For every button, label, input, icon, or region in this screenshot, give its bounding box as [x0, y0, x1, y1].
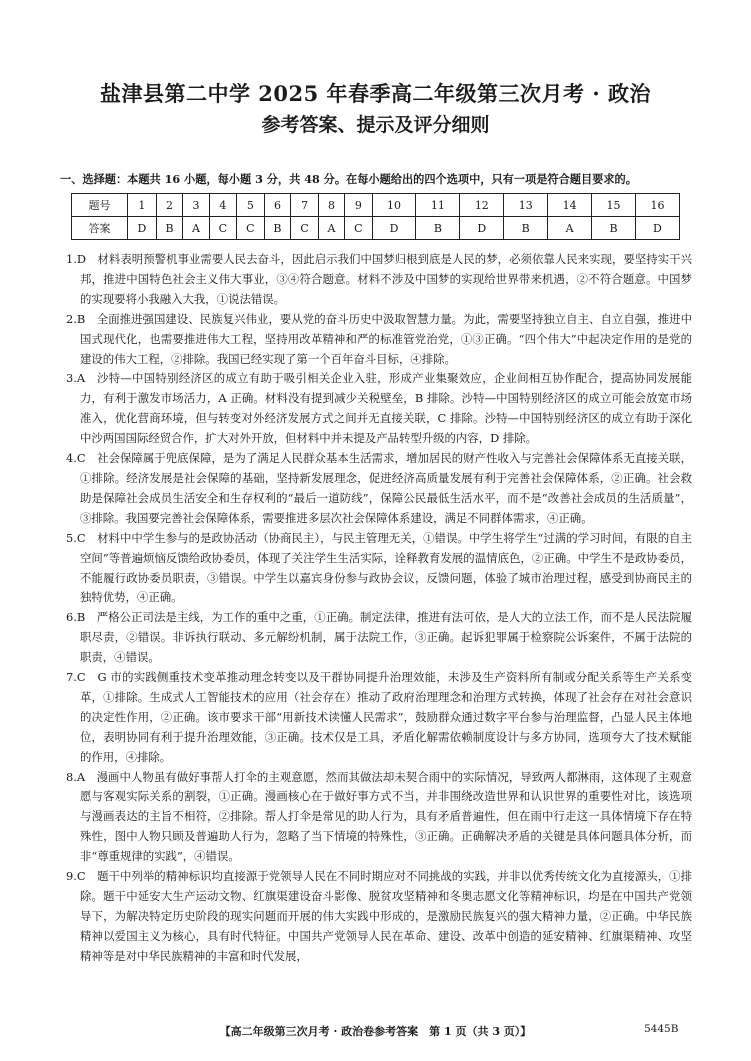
row-label-number: 题号 — [72, 194, 128, 217]
question-number-cell: 5 — [237, 194, 265, 217]
answer-cell: A — [318, 217, 344, 240]
question-number-cell: 4 — [209, 194, 237, 217]
question-number-cell: 7 — [291, 194, 319, 217]
question-number-cell: 13 — [504, 194, 548, 217]
question-number-cell: 2 — [156, 194, 183, 217]
question-number-cell: 12 — [460, 194, 504, 217]
answer-cell: C — [209, 217, 237, 240]
answer-cell: D — [372, 217, 416, 240]
answer-row — [72, 217, 680, 240]
section-heading: 一、选择题：本题共 16 小题，每小题 3 分，共 48 分。在每小题给出的四个选项中，只有一项是符合题目要求的。 — [60, 172, 637, 186]
paper-code: 5445B — [644, 1023, 679, 1035]
explanation-item: 1.D 材料表明预警机事业需要人民去奋斗，因此启示我们中国梦归根到底是人民的梦，必须依靠人民来实现，要坚持实干兴邦，推进中国特色社会主义伟大事业，③④符合题意。材料不涉及中国梦的实现给世界带来机遇，②不符合题意。中国梦的实现要将小我融入大我，①说法错误。 — [66, 252, 692, 306]
page-title: 盐津县第二中学 2025 年春季高二年级第三次月考 · 政治 — [99, 81, 651, 106]
answer-cell: C — [237, 217, 265, 240]
answer-cell: B — [592, 217, 636, 240]
answer-cell: A — [548, 217, 592, 240]
explanation-list — [66, 250, 692, 967]
explanation-item: 6.B 严格公正司法是主线，为工作的重中之重，①正确。制定法律，推进有法可依，是人大的立法工作，而不是人民法院履职尽责，②错误。非诉执行联动、多元解纷机制，属于法院工作，③正确。起诉犯罪属于检察院公诉案件，不属于法院的职责，④错误。 — [66, 610, 692, 665]
question-number-cell: 6 — [264, 194, 291, 217]
question-number-cell: 1 — [128, 194, 157, 217]
answer-cell: C — [345, 217, 373, 240]
explanation-item: 2.B 全面推进强国建设、民族复兴伟业，要从党的奋斗历史中汲取智慧力量。为此，需要坚持独立自主、自立自强，推进中国式现代化，也需要推进伟大工程，坚持用改革精神和严的标准管党治党，①③正确。“四个伟大”中起决定作用的是党的建设的伟大工程，②排除。我国已经实现了第一个百年奋斗目标，④排除。 — [66, 311, 692, 366]
explanation-item: 9.C 题干中列举的精神标识均直接源于党领导人民在不同时期应对不同挑战的实践，并非以优秀传统文化为直接源头，①排除。题干中延安大生产运动文物、红旗渠建设奋斗影像、脱贫攻坚精神和冬奥志愿文化等精神标识，均是在中国共产党领导下，为解决特定历史阶段的现实问题而开展的伟大实践中形成的，是激励民族复兴的强大精神力量，②正确。中华民族精神以爱国主义为核心，具有时代特征。中国共产党领导人民在革命、建设、改革中创造的延安精神、红旗渠精神、攻坚精神等是对中华民族精神的丰富和时代发展， — [66, 869, 692, 963]
explanation-item: 8.A 漫画中人物虽有做好事帮人打伞的主观意愿，然而其做法却未契合雨中的实际情况，导致两人都淋雨，这体现了主观意愿与客观实际关系的割裂，①正确。漫画核心在于做好事方式不当，并非围绕改造世界和认识世界的重要性对比，该选项与漫画表达的主旨不相符，②排除。帮人打伞是常见的助人行为，具有矛盾普遍性，但在雨中行走这一具体情境下存在特殊性，图中人物只顾及普遍助人行为，忽略了当下情境的特殊性，③正确。正确解决矛盾的关键是具体问题具体分析，而非“尊重规律的实践”，④错误。 — [66, 769, 692, 864]
answer-cell: B — [264, 217, 291, 240]
question-number-cell: 3 — [183, 194, 209, 217]
answer-cell: D — [128, 217, 157, 240]
explanation-item: 4.C 社会保障属于兜底保障，是为了满足人民群众基本生活需求，增加居民的财产性收入与完善社会保障体系无直接关联，①排除。经济发展是社会保障的基础，坚持新发展理念，促进经济高质量发展有利于完善社会保障体系，②正确。社会救助是保障社会成员生活安全和生存权利的“最后一道防线”，保障公民最低生活水平，而不是“改善社会成员的生活质量”，③排除。我国要完善社会保障体系，需要推进多层次社会保障体系建设，满足不同群体需求，④正确。 — [66, 451, 692, 525]
answer-cell: D — [460, 217, 504, 240]
answer-cell: B — [156, 217, 183, 240]
page-subtitle: 参考答案、提示及评分细则 — [261, 114, 490, 136]
explanation-item: 7.C G 市的实践侧重技术变革推动理念转变以及干群协同提升治理效能，未涉及生产资料所有制或分配关系等生产关系变革，①排除。生成式人工智能技术的应用（社会存在）推动了政府治理理念和治理方式转换，体现了社会存在对社会意识的决定性作用，②正确。该市要求干部“用新技术读懂人民需求”，鼓励群众通过数字平台参与治理监督，凸显人民主体地位，表明协同有利于提升治理效能，③正确。技术仅是工具，矛盾化解需依赖制度设计与多方协同，选项夸大了技术赋能的作用，④排除。 — [66, 670, 692, 764]
answer-cell: B — [504, 217, 548, 240]
answer-table — [71, 193, 680, 240]
question-number-cell: 15 — [592, 194, 636, 217]
explanation-item: 3.A 沙特—中国特别经济区的成立有助于吸引相关企业入驻，形成产业集聚效应，企业间相互协作配合，提高协同发展能力，有利于激发市场活力，A 正确。材料没有提到减少关税壁垒，B 排除。沙特—中国特别经济区的成立可能会放宽市场准入，优化营商环境，但与转变对外经济发展方式之间并无直接关联，C 排除。沙特—中国特别经济区的成立有助于深化中沙两国国际经贸合作，扩大对外开放，但材料中并未提及产品转型升级的内容，D 排除。 — [66, 371, 692, 446]
question-number-cell: 11 — [416, 194, 460, 217]
question-number-cell: 8 — [318, 194, 344, 217]
page-footer: 【高二年级第三次月考 · 政治卷参考答案 第 1 页（共 3 页）】 — [219, 1025, 532, 1038]
answer-cell: A — [183, 217, 209, 240]
question-number-cell: 14 — [548, 194, 592, 217]
question-number-row — [72, 194, 680, 217]
answer-cell: D — [635, 217, 679, 240]
question-number-cell: 16 — [635, 194, 679, 217]
answer-cell: B — [416, 217, 460, 240]
explanation-item: 5.C 材料中中学生参与的是政协活动（协商民主），与民主管理无关，①错误。中学生将学生“过满的学习时间，有限的自主空间”等普遍烦恼反馈给政协委员，体现了关注学生生活实际，诠释教育发展的温情底色，②正确。中学生不是政协委员，不能履行政协委员职责，③错误。中学生以嘉宾身份参与政协会议，反馈问题，体验了城市治理过程，感受到协商民主的独特优势，④正确。 — [66, 530, 692, 605]
question-number-cell: 9 — [345, 194, 373, 217]
question-number-cell: 10 — [372, 194, 416, 217]
row-label-answer: 答案 — [72, 217, 128, 240]
answer-cell: C — [291, 217, 319, 240]
